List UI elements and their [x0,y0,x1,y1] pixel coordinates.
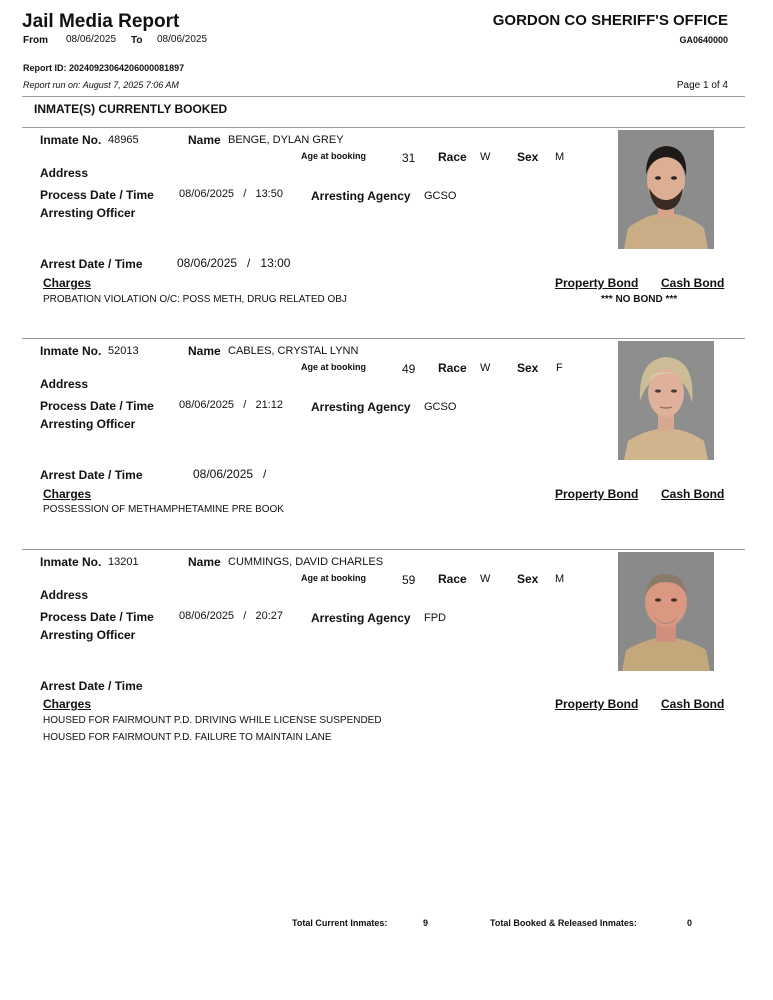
process-label: Process Date / Time [40,610,154,624]
name-label: Name [188,555,221,569]
total-released-label: Total Booked & Released Inmates: [490,918,637,928]
bond-note: *** NO BOND *** [601,294,678,305]
race-label: Race [438,361,467,375]
property-bond-label: Property Bond [555,487,639,501]
race-label: Race [438,572,467,586]
arresting-agency-value: GCSO [424,190,457,202]
property-bond-label: Property Bond [555,276,639,290]
record-divider [22,549,745,550]
inmate-no: 52013 [108,345,139,357]
race-value: W [480,573,491,585]
inmate-name: CUMMINGS, DAVID CHARLES [228,556,384,568]
arresting-officer-label: Arresting Officer [40,417,136,431]
address-label: Address [40,377,89,391]
arrest-label: Arrest Date / Time [40,468,143,482]
charges-label: Charges [43,487,92,501]
sex-value: M [555,573,565,585]
report-id: Report ID: 20240923064206000081897 [23,63,185,73]
age-value: 59 [402,573,416,587]
sex-label: Sex [517,150,539,164]
process-label: Process Date / Time [40,399,154,413]
inmate-name: CABLES, CRYSTAL LYNN [228,345,359,357]
age-value: 49 [402,362,416,376]
process-value: 08/06/2025 / 20:27 [179,610,283,622]
to-date: 08/06/2025 [157,34,208,45]
charge-line: PROBATION VIOLATION O/C: POSS METH, DRUG RELATED OBJ [43,294,347,305]
age-label: Age at booking [301,362,366,372]
arresting-agency-value: FPD [424,612,446,624]
page-number: Page 1 of 4 [676,80,728,91]
charge-line: HOUSED FOR FAIRMOUNT P.D. FAILURE TO MAINTAIN LANE [43,732,332,743]
arresting-agency-value: GCSO [424,401,457,413]
arresting-officer-label: Arresting Officer [40,206,136,220]
sex-label: Sex [517,361,539,375]
total-current-value: 9 [423,918,429,928]
record-divider [22,338,745,339]
arrest-value: 08/06/2025 / [193,467,267,481]
total-current-label: Total Current Inmates: [292,918,388,928]
charge-line: POSSESSION OF METHAMPHETAMINE PRE BOOK [43,504,284,515]
address-label: Address [40,166,89,180]
inmate-no: 48965 [108,134,139,146]
sex-value: F [556,362,563,374]
charges-label: Charges [43,697,92,711]
arresting-agency-label: Arresting Agency [311,189,411,203]
to-label: To [131,35,143,46]
section-rule [22,127,745,128]
report-run-on: Report run on: August 7, 2025 7:06 AM [23,80,179,90]
arresting-officer-label: Arresting Officer [40,628,136,642]
section-title: INMATE(S) CURRENTLY BOOKED [34,102,228,116]
race-value: W [480,151,491,163]
age-value: 31 [402,151,416,165]
from-label: From [23,35,48,46]
cash-bond-label: Cash Bond [661,697,725,711]
arrest-value: 08/06/2025 / 13:00 [177,256,291,270]
inmate-no-label: Inmate No. [40,555,102,569]
sex-label: Sex [517,572,539,586]
inmate-photo [618,552,714,671]
inmate-name: BENGE, DYLAN GREY [228,134,344,146]
report-title: Jail Media Report [22,11,180,32]
cash-bond-label: Cash Bond [661,487,725,501]
process-label: Process Date / Time [40,188,154,202]
inmate-no: 13201 [108,556,139,568]
name-label: Name [188,344,221,358]
cash-bond-label: Cash Bond [661,276,725,290]
age-label: Age at booking [301,151,366,161]
from-date: 08/06/2025 [66,34,117,45]
property-bond-label: Property Bond [555,697,639,711]
race-label: Race [438,150,467,164]
name-label: Name [188,133,221,147]
inmate-photo [618,341,714,460]
process-value: 08/06/2025 / 21:12 [179,399,283,411]
sex-value: M [555,151,565,163]
agency-id: GA0640000 [679,35,728,45]
arresting-agency-label: Arresting Agency [311,611,411,625]
age-label: Age at booking [301,573,366,583]
inmate-no-label: Inmate No. [40,344,102,358]
process-value: 08/06/2025 / 13:50 [179,188,283,200]
race-value: W [480,362,491,374]
arrest-label: Arrest Date / Time [40,679,143,693]
inmate-no-label: Inmate No. [40,133,102,147]
agency-name: GORDON CO SHERIFF'S OFFICE [492,12,728,29]
arresting-agency-label: Arresting Agency [311,400,411,414]
total-released-value: 0 [687,918,693,928]
charge-line: HOUSED FOR FAIRMOUNT P.D. DRIVING WHILE LICENSE SUSPENDED [43,715,382,726]
inmate-photo [618,130,714,249]
arrest-label: Arrest Date / Time [40,257,143,271]
header-rule [22,96,745,97]
charges-label: Charges [43,276,92,290]
address-label: Address [40,588,89,602]
